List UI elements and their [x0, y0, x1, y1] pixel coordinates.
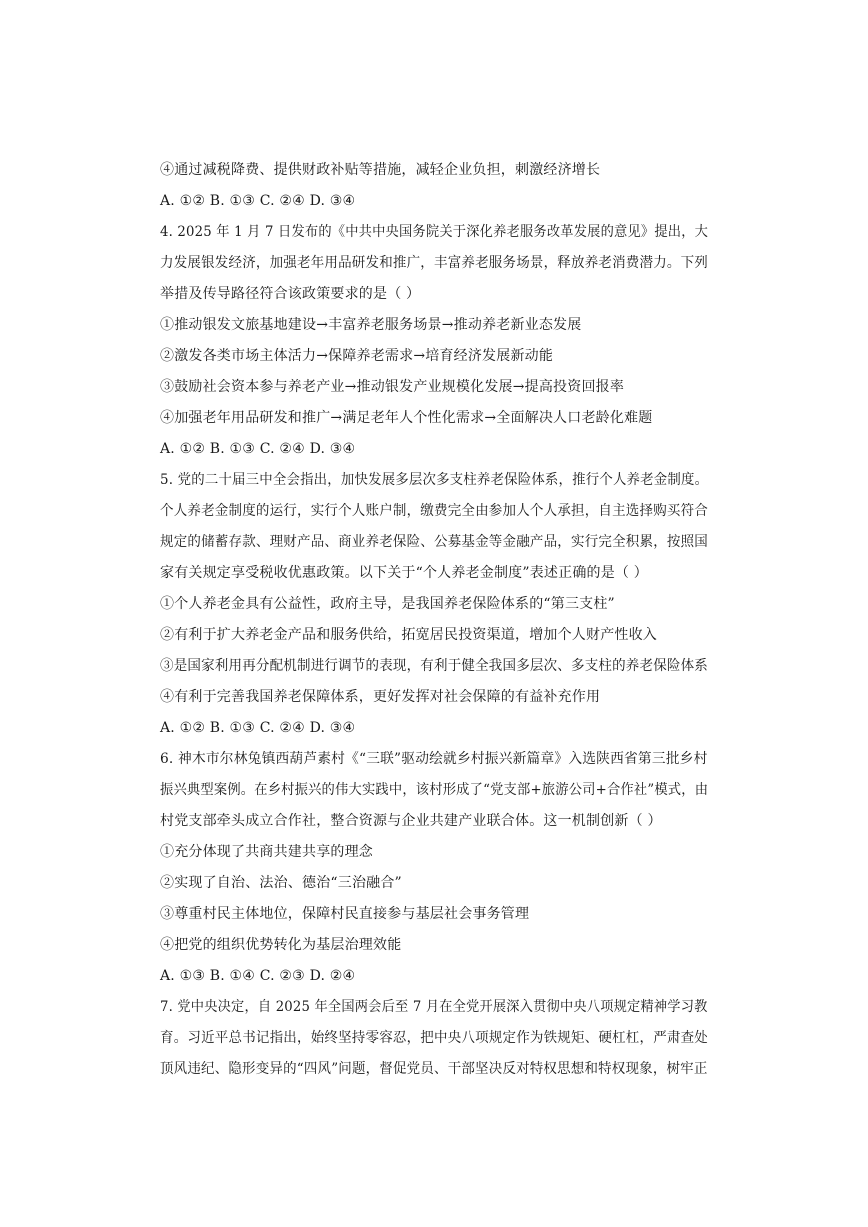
q5-option-4: ④有利于完善我国养老保障体系，更好发挥对社会保障的有益补充作用 [160, 689, 601, 705]
q4-stem-line-2: 力发展银发经济，加强老年用品研发和推广，丰富养老服务场景，释放养老消费潜力。下列 [160, 255, 709, 271]
q4-stem-line-1: 4. 2025 年 1 月 7 日发布的《中共中央国务院关于深化养老服务改革发展的意见》提出，大 [160, 224, 709, 240]
q4-option-1: ①推动银发文旅基地建设→丰富养老服务场景→推动养老新业态发展 [160, 317, 582, 333]
q5-stem-line-1: 5. 党的二十届三中全会指出，加快发展多层次多支柱养老保险体系，推行个人养老金制度。 [160, 472, 709, 488]
q4-option-3: ③鼓励社会资本参与养老产业→推动银发产业规模化发展→提高投资回报率 [160, 379, 625, 395]
q7-stem-line-2: 育。习近平总书记指出，始终坚持零容忍，把中央八项规定作为铁规矩、硬杠杠，严肃查处 [160, 1030, 709, 1046]
q7-stem-line-3: 顶风违纪、隐形变异的“四风”问题，督促党员、干部坚决反对特权思想和特权现象，树牢正 [160, 1061, 708, 1077]
q6-option-4: ④把党的组织优势转化为基层治理效能 [160, 937, 402, 953]
q5-option-1: ①个人养老金具有公益性，政府主导，是我国养老保险体系的“第三支柱” [160, 596, 615, 612]
q5-stem-line-2: 个人养老金制度的运行，实行个人账户制，缴费完全由参加人个人承担，自主选择购买符合 [160, 503, 709, 519]
q5-option-3: ③是国家利用再分配机制进行调节的表现，有利于健全我国多层次、多支柱的养老保险体系 [160, 658, 709, 674]
q5-stem-line-3: 规定的储蓄存款、理财产品、商业养老保险、公募基金等金融产品，实行完全积累，按照国 [160, 534, 709, 550]
q6-answer-choices: A. ①③ B. ①④ C. ②③ D. ②④ [160, 968, 356, 984]
q6-option-3: ③尊重村民主体地位，保障村民直接参与基层社会事务管理 [160, 906, 530, 922]
q3-answer-choices: A. ①② B. ①③ C. ②④ D. ③④ [160, 193, 356, 209]
q6-option-1: ①充分体现了共商共建共享的理念 [160, 844, 373, 860]
q5-stem-line-4: 家有关规定享受税收优惠政策。以下关于“个人养老金制度”表述正确的是（ ） [160, 565, 648, 581]
q6-stem-line-1: 6. 神木市尔林兔镇西葫芦素村《“三联”驱动绘就乡村振兴新篇章》入选陕西省第三批乡村 [160, 751, 708, 767]
q7-stem-line-1: 7. 党中央决定，自 2025 年全国两会后至 7 月在全党开展深入贯彻中央八项规定精神学习教 [160, 999, 708, 1015]
q3-option-4: ④通过减税降费、提供财政补贴等措施，减轻企业负担，刺激经济增长 [160, 162, 601, 178]
q6-stem-line-2: 振兴典型案例。在乡村振兴的伟大实践中，该村形成了“党支部+旅游公司+合作社”模式，由 [160, 782, 709, 798]
q5-answer-choices: A. ①② B. ①③ C. ②④ D. ③④ [160, 720, 356, 736]
q6-stem-line-3: 村党支部牵头成立合作社，整合资源与企业共建产业联合体。这一机制创新（ ） [160, 813, 662, 829]
q6-option-2: ②实现了自治、法治、德治“三治融合” [160, 875, 402, 891]
q4-option-2: ②激发各类市场主体活力→保障养老需求→培育经济发展新动能 [160, 348, 554, 364]
q4-option-4: ④加强老年用品研发和推广→满足老年人个性化需求→全面解决人口老龄化难题 [160, 410, 653, 426]
q5-option-2: ②有利于扩大养老金产品和服务供给，拓宽居民投资渠道，增加个人财产性收入 [160, 627, 657, 643]
q4-stem-line-3: 举措及传导路径符合该政策要求的是（ ） [160, 286, 421, 302]
q4-answer-choices: A. ①② B. ①③ C. ②④ D. ③④ [160, 441, 356, 457]
